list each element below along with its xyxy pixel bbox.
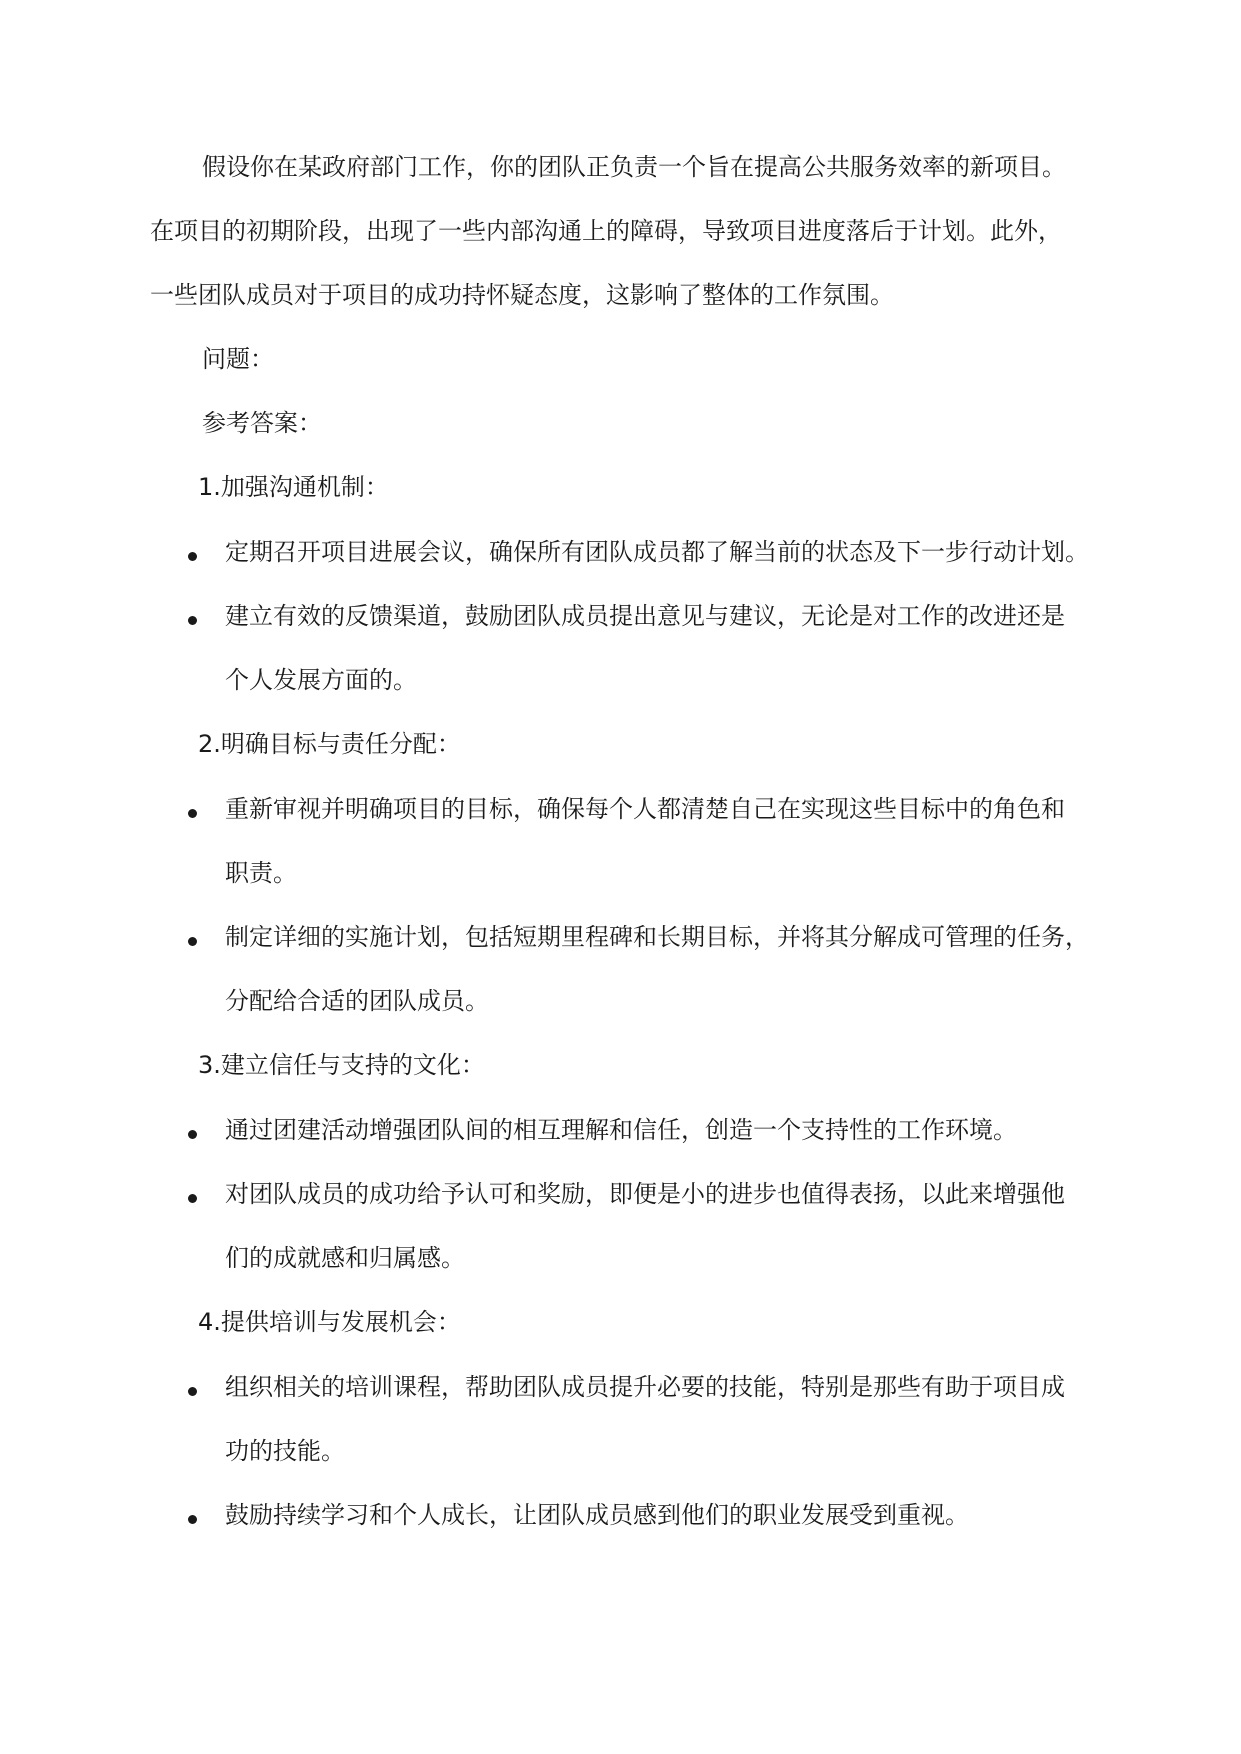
section-heading: 2.明确目标与责任分配： — [198, 730, 461, 758]
intro-line-2: 在项目的初期阶段，出现了一些内部沟通上的障碍，导致项目进度落后于计划。此外， — [150, 217, 1062, 245]
bullet-text-continuation: 职责。 — [225, 859, 297, 887]
question-label: 问题： — [202, 345, 274, 373]
bullet-text: 组织相关的培训课程，帮助团队成员提升必要的技能，特别是那些有助于项目成 — [225, 1373, 1065, 1401]
bullet-text: 鼓励持续学习和个人成长，让团队成员感到他们的职业发展受到重视。 — [225, 1501, 969, 1529]
bullet-dot — [188, 1515, 197, 1524]
bullet-dot — [188, 1194, 197, 1203]
bullet-dot — [188, 1387, 197, 1396]
bullet-dot — [188, 937, 197, 946]
bullet-text-continuation: 们的成就感和归属感。 — [225, 1244, 465, 1272]
bullet-dot — [188, 552, 197, 561]
section-heading: 1.加强沟通机制： — [198, 473, 389, 501]
bullet-text: 通过团建活动增强团队间的相互理解和信任，创造一个支持性的工作环境。 — [225, 1116, 1017, 1144]
intro-line-3: 一些团队成员对于项目的成功持怀疑态度，这影响了整体的工作氛围。 — [150, 281, 894, 309]
bullet-text: 建立有效的反馈渠道，鼓励团队成员提出意见与建议，无论是对工作的改进还是 — [225, 602, 1065, 630]
bullet-dot — [188, 616, 197, 625]
bullet-text: 重新审视并明确项目的目标，确保每个人都清楚自己在实现这些目标中的角色和 — [225, 795, 1065, 823]
intro-line-1: 假设你在某政府部门工作，你的团队正负责一个旨在提高公共服务效率的新项目。 — [202, 153, 1066, 181]
bullet-text: 制定详细的实施计划，包括短期里程碑和长期目标，并将其分解成可管理的任务， — [225, 923, 1089, 951]
bullet-text-continuation: 个人发展方面的。 — [225, 666, 417, 694]
bullet-text: 对团队成员的成功给予认可和奖励，即便是小的进步也值得表扬，以此来增强他 — [225, 1180, 1065, 1208]
bullet-text-continuation: 分配给合适的团队成员。 — [225, 987, 489, 1015]
bullet-text: 定期召开项目进展会议，确保所有团队成员都了解当前的状态及下一步行动计划。 — [225, 538, 1089, 566]
section-heading: 4.提供培训与发展机会： — [198, 1308, 461, 1336]
bullet-dot — [188, 809, 197, 818]
bullet-dot — [188, 1130, 197, 1139]
answer-label: 参考答案： — [202, 409, 322, 437]
bullet-text-continuation: 功的技能。 — [225, 1437, 345, 1465]
section-heading: 3.建立信任与支持的文化： — [198, 1051, 485, 1079]
